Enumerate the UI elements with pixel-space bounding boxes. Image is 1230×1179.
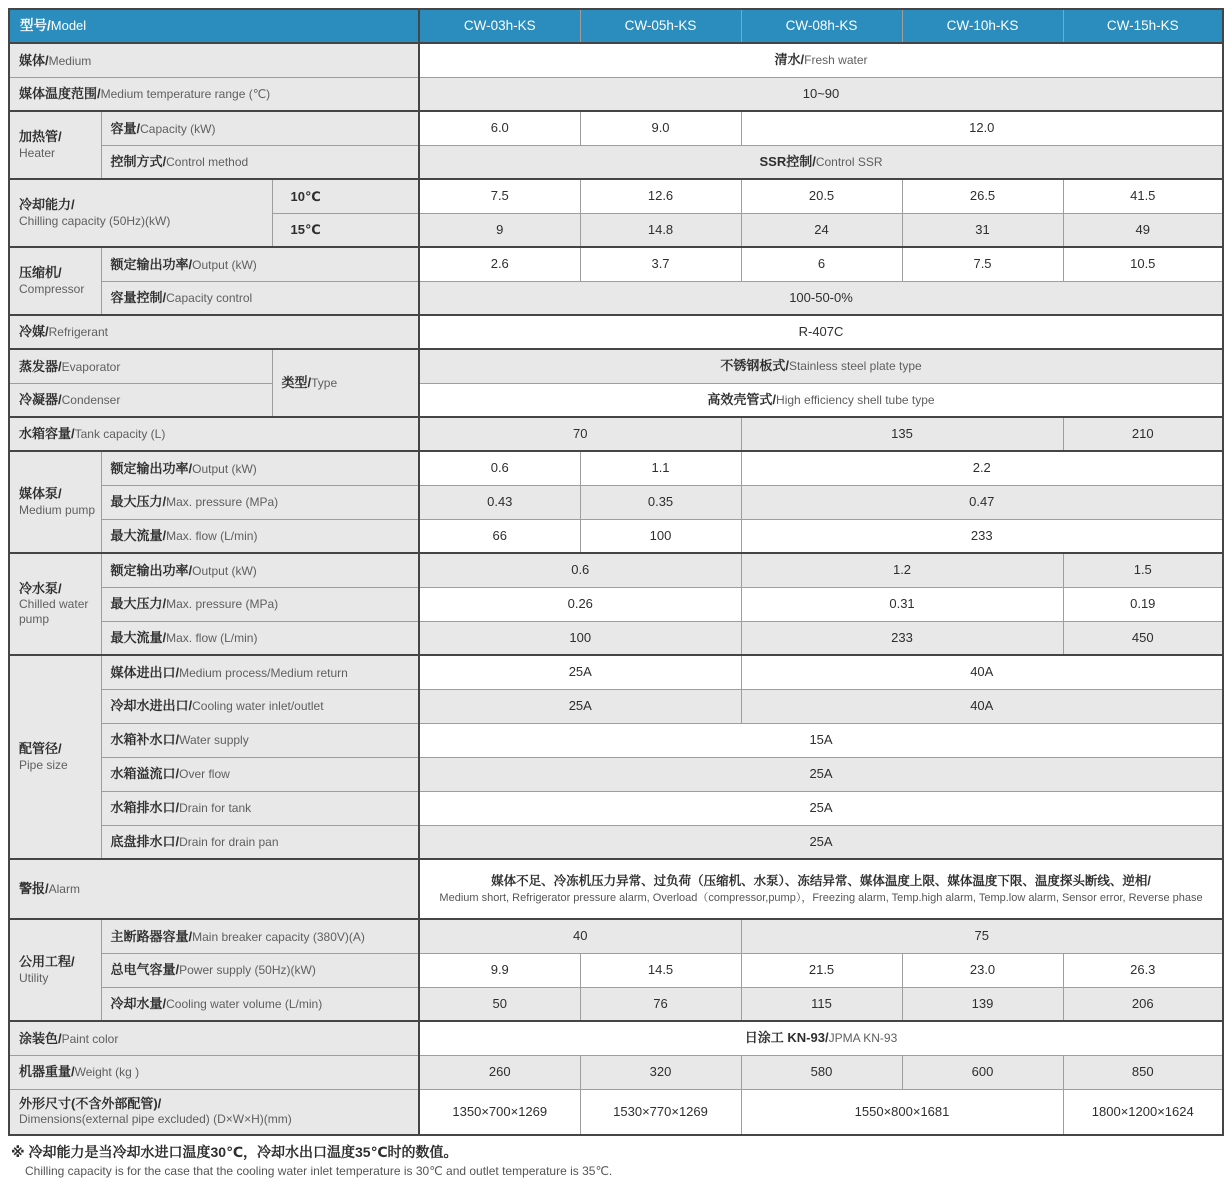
label-pipe-overflow: 水箱溢流口/Over flow [101, 757, 419, 791]
value-mp-flow-1: 66 [419, 519, 580, 553]
value-breaker-1: 40 [419, 919, 741, 953]
value-temp-range: 10~90 [419, 77, 1223, 111]
value-cooling-water-1: 50 [419, 987, 580, 1021]
label-pipe-cooling-io: 冷却水进出口/Cooling water inlet/outlet [101, 689, 419, 723]
row-heater-control [9, 145, 1223, 179]
row-temp-range [9, 77, 1223, 111]
value-mp-output-1: 0.6 [419, 451, 580, 485]
row-condenser [9, 383, 1223, 417]
value-mp-output-2: 1.1 [580, 451, 741, 485]
value-mp-output-3: 2.2 [741, 451, 1223, 485]
value-tank-3: 210 [1063, 417, 1223, 451]
group-chilled-water-pump: 冷水泵/ Chilled water pump [9, 553, 101, 655]
value-compressor-output-4: 7.5 [902, 247, 1063, 281]
row-utility-breaker [9, 919, 1223, 953]
value-pipe-overflow: 25A [419, 757, 1223, 791]
value-chilling-10-4: 26.5 [902, 179, 1063, 213]
value-cp-output-2: 1.2 [741, 553, 1063, 587]
label-type: 类型/Type [272, 349, 419, 417]
value-chilling-15-1: 9 [419, 213, 580, 247]
value-chilling-10-2: 12.6 [580, 179, 741, 213]
label-pipe-medium-io: 媒体进出口/Medium process/Medium return [101, 655, 419, 689]
row-alarm [9, 859, 1223, 919]
label-chilling-10: 10℃ [272, 179, 419, 213]
value-alarm: 媒体不足、冷冻机压力异常、过负荷（压缩机、水泵）、冻结异常、媒体温度上限、媒体温度下限、温度探头断线、逆相/ Medium short, Refrigerator pressure alarm, Overload（compressor,pump），Freezing alarm, Temp.high alarm, Temp.low alarm, Sensor error, Reverse phase [419, 859, 1223, 919]
label-utility-power: 总电气容量/Power supply (50Hz)(kW) [101, 953, 419, 987]
label-tank-capacity: 水箱容量/Tank capacity (L) [9, 417, 419, 451]
label-chilled-pump-output: 额定输出功率/Output (kW) [101, 553, 419, 587]
value-heater-capacity-3: 12.0 [741, 111, 1223, 145]
value-pipe-drain-pan: 25A [419, 825, 1223, 859]
group-medium-pump: 媒体泵/ Medium pump [9, 451, 101, 553]
label-paint-color: 涂装色/Paint color [9, 1021, 419, 1055]
value-dimensions-4: 1800×1200×1624 [1063, 1089, 1223, 1135]
value-compressor-output-3: 6 [741, 247, 902, 281]
value-cooling-water-5: 206 [1063, 987, 1223, 1021]
value-compressor-output-1: 2.6 [419, 247, 580, 281]
header-label-en: Model [50, 17, 87, 33]
row-medium-pump-pressure [9, 485, 1223, 519]
value-chilling-10-1: 7.5 [419, 179, 580, 213]
value-weight-3: 580 [741, 1055, 902, 1089]
value-chilling-10-5: 41.5 [1063, 179, 1223, 213]
value-heater-control: SSR控制/Control SSR [419, 145, 1223, 179]
value-compressor-output-2: 3.7 [580, 247, 741, 281]
value-dimensions-2: 1530×770×1269 [580, 1089, 741, 1135]
label-medium-pump-output: 额定输出功率/Output (kW) [101, 451, 419, 485]
value-breaker-2: 75 [741, 919, 1223, 953]
value-pipe-cooling-io-1: 25A [419, 689, 741, 723]
row-medium [9, 43, 1223, 77]
row-paint-color [9, 1021, 1223, 1055]
label-pipe-drain-pan: 底盘排水口/Drain for drain pan [101, 825, 419, 859]
label-temp-range: 媒体温度范围/Medium temperature range (℃) [9, 77, 419, 111]
label-dimensions: 外形尺寸(不含外部配管)/ Dimensions(external pipe excluded) (D×W×H)(mm) [9, 1089, 419, 1135]
value-cp-pressure-3: 0.19 [1063, 587, 1223, 621]
label-alarm: 警报/Alarm [9, 859, 419, 919]
col-header-cw08: CW-08h-KS [741, 9, 902, 43]
label-heater-control: 控制方式/Control method [101, 145, 419, 179]
value-evaporator-type: 不锈钢板式/Stainless steel plate type [419, 349, 1223, 383]
value-power-5: 26.3 [1063, 953, 1223, 987]
col-header-cw10: CW-10h-KS [902, 9, 1063, 43]
row-heater-capacity [9, 111, 1223, 145]
value-weight-1: 260 [419, 1055, 580, 1089]
value-cp-flow-3: 450 [1063, 621, 1223, 655]
row-weight [9, 1055, 1223, 1089]
value-medium: 清水/Fresh water [419, 43, 1223, 77]
group-heater: 加热管/ Heater [9, 111, 101, 179]
row-refrigerant [9, 315, 1223, 349]
row-chilling-10 [9, 179, 1223, 213]
label-utility-breaker: 主断路器容量/Main breaker capacity (380V)(A) [101, 919, 419, 953]
header-row [9, 9, 1223, 43]
value-chilling-15-4: 31 [902, 213, 1063, 247]
value-cooling-water-4: 139 [902, 987, 1063, 1021]
row-pipe-water-supply [9, 723, 1223, 757]
label-evaporator: 蒸发器/Evaporator [9, 349, 272, 383]
value-pipe-medium-io-2: 40A [741, 655, 1223, 689]
value-mp-pressure-2: 0.35 [580, 485, 741, 519]
row-utility-power [9, 953, 1223, 987]
row-pipe-drain-tank [9, 791, 1223, 825]
label-refrigerant: 冷媒/Refrigerant [9, 315, 419, 349]
label-chilled-pump-flow: 最大流量/Max. flow (L/min) [101, 621, 419, 655]
group-utility: 公用工程/ Utility [9, 919, 101, 1021]
value-cp-flow-1: 100 [419, 621, 741, 655]
row-utility-cooling-water [9, 987, 1223, 1021]
value-cp-pressure-1: 0.26 [419, 587, 741, 621]
value-weight-4: 600 [902, 1055, 1063, 1089]
value-cooling-water-3: 115 [741, 987, 902, 1021]
value-power-4: 23.0 [902, 953, 1063, 987]
value-pipe-water-supply: 15A [419, 723, 1223, 757]
value-condenser-type: 高效壳管式/High efficiency shell tube type [419, 383, 1223, 417]
row-chilled-pump-output [9, 553, 1223, 587]
label-pipe-drain-tank: 水箱排水口/Drain for tank [101, 791, 419, 825]
row-pipe-medium-io [9, 655, 1223, 689]
footnote [8, 1136, 1222, 1179]
value-paint-color: 日涂工 KN-93/JPMA KN-93 [419, 1021, 1223, 1055]
value-mp-flow-3: 233 [741, 519, 1223, 553]
value-weight-5: 850 [1063, 1055, 1223, 1089]
row-pipe-overflow [9, 757, 1223, 791]
footnote-en: Chilling capacity is for the case that the cooling water inlet temperature is 30℃ and outlet temperature is 35℃. [25, 1163, 613, 1178]
value-cp-output-1: 0.6 [419, 553, 741, 587]
group-pipe-size: 配管径/ Pipe size [9, 655, 101, 859]
value-cp-output-3: 1.5 [1063, 553, 1223, 587]
value-tank-1: 70 [419, 417, 741, 451]
label-medium-pump-flow: 最大流量/Max. flow (L/min) [101, 519, 419, 553]
row-evaporator [9, 349, 1223, 383]
group-chilling-capacity: 冷却能力/ Chilling capacity (50Hz)(kW) [9, 179, 272, 247]
col-header-model [9, 9, 419, 43]
value-capacity-control: 100-50-0% [419, 281, 1223, 315]
label-medium-pump-pressure: 最大压力/Max. pressure (MPa) [101, 485, 419, 519]
header-label-zh: 型号/ [20, 17, 51, 33]
row-medium-pump-flow [9, 519, 1223, 553]
value-weight-2: 320 [580, 1055, 741, 1089]
value-cp-pressure-2: 0.31 [741, 587, 1063, 621]
spec-table [8, 8, 1224, 1136]
value-chilling-15-2: 14.8 [580, 213, 741, 247]
col-header-cw15: CW-15h-KS [1063, 9, 1223, 43]
row-pipe-drain-pan [9, 825, 1223, 859]
label-medium: 媒体/Medium [9, 43, 419, 77]
value-pipe-drain-tank: 25A [419, 791, 1223, 825]
label-condenser: 冷凝器/Condenser [9, 383, 272, 417]
group-compressor: 压缩机/ Compressor [9, 247, 101, 315]
label-chilled-pump-pressure: 最大压力/Max. pressure (MPa) [101, 587, 419, 621]
label-heater-capacity: 容量/Capacity (kW) [101, 111, 419, 145]
label-weight: 机器重量/Weight (kg ) [9, 1055, 419, 1089]
col-header-cw03: CW-03h-KS [419, 9, 580, 43]
label-pipe-water-supply: 水箱补水口/Water supply [101, 723, 419, 757]
value-heater-capacity-2: 9.0 [580, 111, 741, 145]
label-chilling-15: 15℃ [272, 213, 419, 247]
row-compressor-output [9, 247, 1223, 281]
value-pipe-medium-io-1: 25A [419, 655, 741, 689]
value-power-1: 9.9 [419, 953, 580, 987]
value-refrigerant: R-407C [419, 315, 1223, 349]
footnote-zh: ※ 冷却能力是当冷却水进口温度30℃，冷却水出口温度35℃时的数值。 [11, 1144, 458, 1160]
value-mp-flow-2: 100 [580, 519, 741, 553]
value-chilling-15-3: 24 [741, 213, 902, 247]
col-header-cw05: CW-05h-KS [580, 9, 741, 43]
value-dimensions-3: 1550×800×1681 [741, 1089, 1063, 1135]
value-compressor-output-5: 10.5 [1063, 247, 1223, 281]
value-chilling-15-5: 49 [1063, 213, 1223, 247]
value-cooling-water-2: 76 [580, 987, 741, 1021]
row-compressor-control [9, 281, 1223, 315]
value-pipe-cooling-io-2: 40A [741, 689, 1223, 723]
value-mp-pressure-3: 0.47 [741, 485, 1223, 519]
value-tank-2: 135 [741, 417, 1063, 451]
value-dimensions-1: 1350×700×1269 [419, 1089, 580, 1135]
value-chilling-10-3: 20.5 [741, 179, 902, 213]
row-chilled-pump-flow [9, 621, 1223, 655]
row-dimensions [9, 1089, 1223, 1135]
value-power-2: 14.5 [580, 953, 741, 987]
value-cp-flow-2: 233 [741, 621, 1063, 655]
label-utility-cooling-water: 冷却水量/Cooling water volume (L/min) [101, 987, 419, 1021]
row-medium-pump-output [9, 451, 1223, 485]
label-capacity-control: 容量控制/Capacity control [101, 281, 419, 315]
value-heater-capacity-1: 6.0 [419, 111, 580, 145]
value-power-3: 21.5 [741, 953, 902, 987]
label-compressor-output: 额定输出功率/Output (kW) [101, 247, 419, 281]
row-chilled-pump-pressure [9, 587, 1223, 621]
value-mp-pressure-1: 0.43 [419, 485, 580, 519]
row-pipe-cooling-io [9, 689, 1223, 723]
row-tank-capacity [9, 417, 1223, 451]
